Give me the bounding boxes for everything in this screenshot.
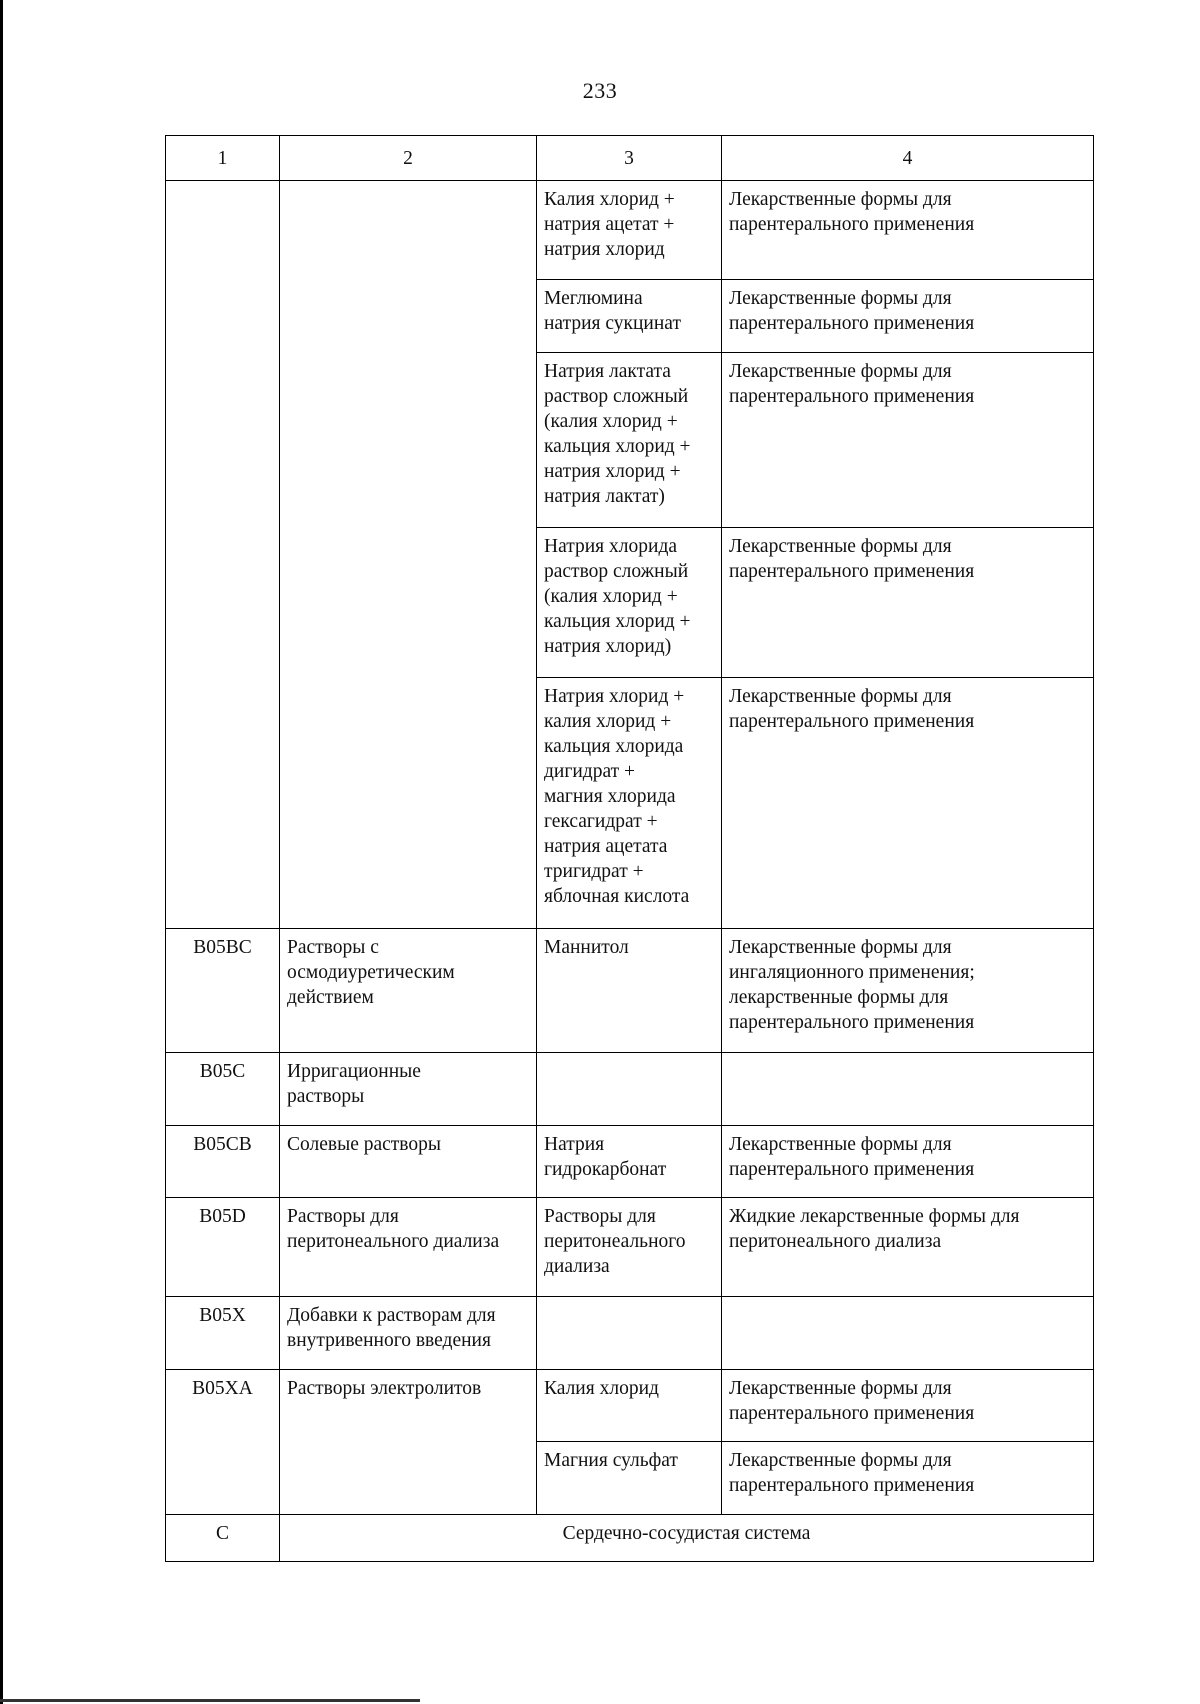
dosage-form-cell: Лекарственные формы для парентерального применения xyxy=(722,678,1094,929)
substance-cell-empty xyxy=(537,1053,722,1126)
scan-edge-left xyxy=(0,0,3,1704)
group-cell: Растворы электролитов xyxy=(280,1370,537,1515)
table-row xyxy=(166,1198,1094,1297)
group-cell: Ирригационные растворы xyxy=(280,1053,537,1126)
dosage-form-cell: Лекарственные формы для ингаляционного применения; лекарственные формы для парентерального применения xyxy=(722,929,1094,1053)
dosage-form-cell: Лекарственные формы для парентерального применения xyxy=(722,1126,1094,1198)
group-cell: Растворы с осмодиуретическим действием xyxy=(280,929,537,1053)
group-cell: Добавки к растворам для внутривенного введения xyxy=(280,1297,537,1370)
header-col-3: 3 xyxy=(537,136,722,181)
atc-code-cell: B05X xyxy=(166,1297,280,1370)
substance-cell: Магния сульфат xyxy=(537,1442,722,1515)
table-row xyxy=(166,1370,1094,1442)
substance-cell-empty xyxy=(537,1297,722,1370)
atc-code-cell: C xyxy=(166,1515,280,1562)
dosage-form-cell: Лекарственные формы для парентерального применения xyxy=(722,1442,1094,1515)
group-cell: Солевые растворы xyxy=(280,1126,537,1198)
substance-cell: Калия хлорид + натрия ацетат + натрия хлорид xyxy=(537,181,722,280)
dosage-form-cell: Лекарственные формы для парентерального применения xyxy=(722,181,1094,280)
dosage-form-cell: Лекарственные формы для парентерального применения xyxy=(722,1370,1094,1442)
substance-cell: Меглюмина натрия сукцинат xyxy=(537,280,722,353)
substance-cell: Растворы для перитонеального диализа xyxy=(537,1198,722,1297)
table-row xyxy=(166,1515,1094,1562)
table-row xyxy=(166,181,1094,280)
dosage-form-cell-empty xyxy=(722,1297,1094,1370)
dosage-form-cell-empty xyxy=(722,1053,1094,1126)
table-header-row xyxy=(166,136,1094,181)
group-cell-empty xyxy=(280,181,537,929)
substance-cell: Натрия лактата раствор сложный (калия хлорид + кальция хлорид + натрия хлорид + натрия лактат) xyxy=(537,353,722,528)
header-col-2: 2 xyxy=(280,136,537,181)
dosage-form-cell: Лекарственные формы для парентерального применения xyxy=(722,353,1094,528)
code-cell-empty xyxy=(166,181,280,929)
dosage-form-cell: Жидкие лекарственные формы для перитонеального диализа xyxy=(722,1198,1094,1297)
table-row xyxy=(166,1126,1094,1198)
header-col-1: 1 xyxy=(166,136,280,181)
substance-cell: Натрия хлорида раствор сложный (калия хлорид + кальция хлорид + натрия хлорид) xyxy=(537,528,722,678)
table-row xyxy=(166,1053,1094,1126)
substance-cell: Натрия гидрокарбонат xyxy=(537,1126,722,1198)
atc-code-cell: B05CB xyxy=(166,1126,280,1198)
table-row xyxy=(166,1297,1094,1370)
atc-code-cell: B05BC xyxy=(166,929,280,1053)
substance-cell: Маннитол xyxy=(537,929,722,1053)
atc-code-cell: B05D xyxy=(166,1198,280,1297)
scan-edge-bottom xyxy=(0,1699,420,1702)
section-title-cell: Сердечно-сосудистая система xyxy=(280,1515,1094,1562)
atc-code-cell: B05C xyxy=(166,1053,280,1126)
drug-classification-table xyxy=(165,135,1094,1562)
dosage-form-cell: Лекарственные формы для парентерального применения xyxy=(722,280,1094,353)
group-cell: Растворы для перитонеального диализа xyxy=(280,1198,537,1297)
page-number: 233 xyxy=(582,78,618,103)
atc-code-cell: B05XA xyxy=(166,1370,280,1515)
substance-cell: Калия хлорид xyxy=(537,1370,722,1442)
dosage-form-cell: Лекарственные формы для парентерального применения xyxy=(722,528,1094,678)
substance-cell: Натрия хлорид + калия хлорид + кальция хлорида дигидрат + магния хлорида гексагидрат + натрия ацетата тригидрат + яблочная кислота xyxy=(537,678,722,929)
header-col-4: 4 xyxy=(722,136,1094,181)
table-row xyxy=(166,929,1094,1053)
